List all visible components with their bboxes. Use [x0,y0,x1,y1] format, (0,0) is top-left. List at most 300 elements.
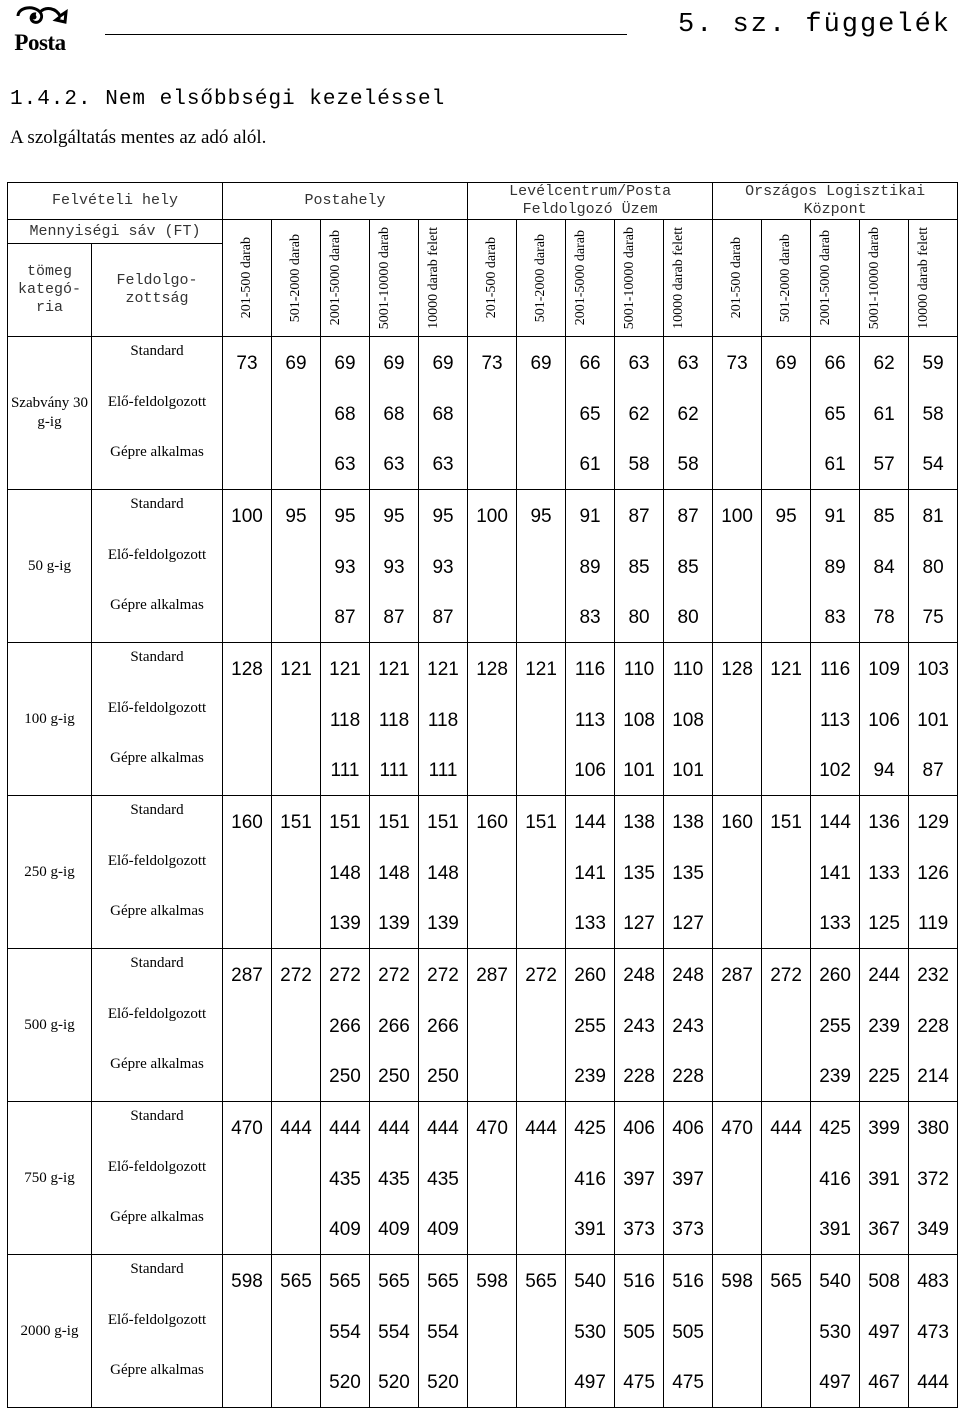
price-value-gepre [713,438,761,489]
price-value-standard: 95 [775,506,797,527]
price-value-gepre: 80 [677,607,699,629]
price-value-gepre [713,1356,761,1407]
price-cell [713,949,762,1102]
price-value-gepre: 520 [329,1372,361,1394]
price-cell [713,796,762,949]
price-value-gepre: 94 [873,760,895,782]
price-value-elo: 505 [623,1321,655,1343]
price-value-elo [713,1306,761,1357]
price-value-elo [468,694,516,745]
price-value-gepre [713,1050,761,1101]
price-value-standard: 69 [775,353,797,374]
price-cell [517,490,566,643]
processing-label: Standard [130,496,184,512]
price-value-elo [713,388,761,439]
price-value-gepre [468,438,516,489]
price-value-standard: 62 [873,353,895,374]
price-value-elo [223,388,271,439]
price-value-standard: 444 [378,1118,410,1139]
price-value-elo: 84 [873,556,895,578]
price-value-gepre [517,591,565,642]
price-cell [860,337,909,490]
price-value-standard: 287 [476,965,508,986]
price-cell [762,796,811,949]
price-value-gepre: 475 [672,1372,704,1394]
price-cell [468,1255,517,1408]
price-value-elo: 106 [868,709,900,731]
weight-category-header: tömeg kategó- ria [8,244,92,337]
price-cell [615,643,664,796]
price-value-elo: 62 [677,403,699,425]
processing-label: Elő-feldolgozott [107,852,207,869]
price-value-elo [468,847,516,898]
price-value-elo: 239 [868,1015,900,1037]
processing-label: Standard [130,343,184,359]
weight-category-cell: 50 g-ig [8,490,92,643]
band-header: 5001-10000 darab [377,226,392,330]
price-value-elo [762,541,810,592]
weight-row [8,1102,958,1255]
price-value-standard: 121 [525,659,557,680]
price-value-standard: 91 [824,506,846,527]
price-cell [272,949,321,1102]
price-value-standard: 69 [432,353,454,374]
price-value-elo [713,847,761,898]
price-value-gepre [762,897,810,948]
price-value-standard: 598 [721,1271,753,1292]
price-cell [468,949,517,1102]
price-value-standard: 128 [231,659,263,680]
price-value-standard: 91 [579,506,601,527]
price-value-elo: 93 [383,556,405,578]
price-value-standard: 73 [726,353,748,374]
price-cell [419,337,468,490]
weight-category-cell: 500 g-ig [8,949,92,1102]
price-value-elo [468,388,516,439]
price-value-standard: 470 [476,1118,508,1139]
band-header: 201-500 darab [239,237,254,319]
price-value-standard: 151 [280,812,312,833]
price-cell [860,1102,909,1255]
price-cell [664,490,713,643]
price-value-elo: 416 [574,1168,606,1190]
price-value-standard: 272 [525,965,557,986]
group-header-postahely: Postahely [223,183,468,220]
price-value-gepre: 228 [623,1066,655,1088]
price-value-gepre: 250 [378,1066,410,1088]
price-value-gepre: 127 [623,913,655,935]
price-value-elo [272,1153,320,1204]
processing-label: Gépre alkalmas [110,597,204,614]
price-value-elo: 255 [819,1015,851,1037]
price-value-gepre [762,438,810,489]
price-value-gepre [468,591,516,642]
price-cell [321,796,370,949]
price-cell [566,643,615,796]
price-value-elo: 58 [922,403,944,425]
price-value-gepre: 214 [917,1066,949,1088]
price-value-gepre: 239 [574,1066,606,1088]
price-value-gepre: 133 [574,913,606,935]
price-value-gepre [517,438,565,489]
price-value-elo: 133 [868,862,900,884]
price-value-gepre [272,1050,320,1101]
price-value-gepre: 78 [873,607,895,629]
processing-label: Gépre alkalmas [110,444,204,461]
price-value-standard: 151 [525,812,557,833]
price-cell [762,1255,811,1408]
price-value-standard: 69 [285,353,307,374]
price-value-elo: 61 [873,403,895,425]
price-value-standard: 95 [285,506,307,527]
price-value-elo: 113 [819,709,851,731]
price-value-elo [223,1153,271,1204]
price-value-gepre [517,744,565,795]
price-value-standard: 87 [677,506,699,527]
processing-label: Elő-feldolgozott [107,1311,207,1328]
price-value-gepre: 83 [579,607,601,629]
price-value-gepre [713,591,761,642]
price-value-standard: 470 [231,1118,263,1139]
price-value-elo [223,541,271,592]
price-cell [370,490,419,643]
price-value-gepre [223,591,271,642]
price-value-gepre: 367 [868,1219,900,1241]
price-value-gepre [517,1356,565,1407]
price-cell [566,490,615,643]
price-cell [468,337,517,490]
price-cell [615,949,664,1102]
processing-label: Elő-feldolgozott [107,393,207,410]
price-value-gepre [762,744,810,795]
price-cell [811,490,860,643]
price-cell [615,337,664,490]
price-value-gepre: 497 [819,1372,851,1394]
price-value-gepre: 250 [329,1066,361,1088]
price-value-standard: 66 [824,353,846,374]
price-cell [517,643,566,796]
price-cell [664,643,713,796]
price-cell [223,490,272,643]
price-value-standard: 470 [721,1118,753,1139]
price-value-standard: 272 [378,965,410,986]
band-header: 2001-5000 darab [328,230,343,326]
price-cell [223,1102,272,1255]
price-value-elo [272,694,320,745]
price-value-standard: 95 [432,506,454,527]
processing-cell [92,490,223,643]
price-value-standard: 272 [427,965,459,986]
price-cell [321,337,370,490]
price-value-standard: 380 [917,1118,949,1139]
price-value-standard: 444 [770,1118,802,1139]
price-value-gepre [468,897,516,948]
price-value-elo: 68 [334,403,356,425]
price-cell [223,337,272,490]
price-value-standard: 129 [917,812,949,833]
price-value-gepre: 119 [917,913,949,935]
price-value-standard: 444 [280,1118,312,1139]
price-value-gepre: 139 [329,913,361,935]
price-value-elo: 372 [917,1168,949,1190]
price-value-elo: 228 [917,1015,949,1037]
price-value-gepre: 228 [672,1066,704,1088]
price-value-gepre [762,1203,810,1254]
price-cell [321,949,370,1102]
price-value-standard: 406 [672,1118,704,1139]
price-value-gepre: 111 [330,760,360,782]
price-value-gepre: 127 [672,913,704,935]
band-header: 10000 darab felett [426,227,442,329]
band-header: 10000 darab felett [916,227,932,329]
price-value-elo: 266 [378,1015,410,1037]
price-cell [517,337,566,490]
price-value-standard: 100 [231,506,263,527]
price-value-elo: 108 [672,709,704,731]
price-value-gepre: 111 [379,760,409,782]
price-cell [321,1102,370,1255]
price-cell [615,1102,664,1255]
price-value-elo: 118 [329,709,361,731]
price-value-standard: 565 [427,1271,459,1292]
price-value-elo: 135 [623,862,655,884]
price-value-gepre [517,1050,565,1101]
price-cell [713,337,762,490]
price-value-gepre [713,1203,761,1254]
price-value-gepre: 75 [922,607,944,629]
processing-label: Gépre alkalmas [110,750,204,767]
price-value-standard: 110 [623,659,655,680]
price-value-elo [517,1000,565,1051]
price-value-standard: 151 [378,812,410,833]
band-header: 5001-10000 darab [622,226,638,330]
price-value-gepre [272,897,320,948]
weight-row [8,643,958,796]
section-title: 1.4.2. Nem elsőbbségi kezeléssel [10,88,446,111]
price-value-elo [468,1153,516,1204]
price-value-elo: 505 [672,1321,704,1343]
price-cell [272,1255,321,1408]
price-value-gepre: 373 [623,1219,655,1241]
price-value-gepre: 87 [432,607,454,629]
price-cell [321,1255,370,1408]
band-header: 5001-10000 darab [867,226,883,330]
price-value-gepre [468,1356,516,1407]
price-value-standard: 260 [819,965,851,986]
price-value-standard: 483 [917,1271,949,1292]
price-value-standard: 121 [770,659,802,680]
price-value-gepre: 373 [672,1219,704,1241]
price-value-standard: 248 [672,965,704,986]
price-value-gepre [223,897,271,948]
price-cell [811,796,860,949]
price-cell [615,796,664,949]
price-value-standard: 151 [329,812,361,833]
price-value-elo: 148 [378,862,410,884]
price-cell [223,796,272,949]
price-value-gepre: 58 [677,454,699,476]
price-cell [517,1255,566,1408]
price-value-elo: 148 [329,862,361,884]
price-cell [419,949,468,1102]
price-value-gepre: 520 [378,1372,410,1394]
price-cell [664,337,713,490]
price-value-standard: 128 [721,659,753,680]
price-value-gepre [713,744,761,795]
price-cell [909,490,958,643]
price-value-gepre: 102 [819,760,851,782]
price-value-elo: 65 [824,403,846,425]
price-value-gepre [272,1203,320,1254]
price-value-elo: 80 [922,556,944,578]
price-value-standard: 85 [873,506,895,527]
tariff-table [7,182,958,1408]
price-value-gepre: 63 [383,454,405,476]
price-cell [762,949,811,1102]
price-value-standard: 406 [623,1118,655,1139]
price-value-gepre: 133 [819,913,851,935]
price-cell [468,796,517,949]
band-header: 10000 darab felett [671,227,687,329]
price-cell [566,1102,615,1255]
price-value-elo: 435 [329,1168,361,1190]
price-value-elo: 89 [579,556,601,578]
quantity-band-header: Mennyiségi sáv (FT) [8,220,223,244]
price-value-elo: 435 [427,1168,459,1190]
price-cell [419,1102,468,1255]
price-value-elo: 135 [672,862,704,884]
price-cell [223,1255,272,1408]
band-header: 201-500 darab [484,237,500,319]
price-value-standard: 160 [231,812,263,833]
price-cell [909,796,958,949]
price-value-gepre [223,1356,271,1407]
price-cell [223,949,272,1102]
price-value-elo: 391 [868,1168,900,1190]
price-cell [664,796,713,949]
price-value-standard: 95 [530,506,552,527]
price-value-elo: 85 [628,556,650,578]
price-value-elo [223,694,271,745]
price-value-standard: 399 [868,1118,900,1139]
price-value-gepre: 409 [329,1219,361,1241]
price-value-gepre [762,1356,810,1407]
price-value-gepre: 83 [824,607,846,629]
price-value-standard: 516 [672,1271,704,1292]
price-value-elo: 68 [383,403,405,425]
price-cell [811,949,860,1102]
price-value-gepre: 101 [623,760,655,782]
price-value-gepre [223,438,271,489]
price-value-gepre [517,897,565,948]
price-value-elo [713,1153,761,1204]
price-cell [370,1255,419,1408]
price-value-gepre [272,438,320,489]
processing-cell [92,1102,223,1255]
price-cell [419,643,468,796]
price-value-standard: 121 [329,659,361,680]
price-cell [762,643,811,796]
price-value-gepre: 125 [868,913,900,935]
price-value-gepre: 87 [334,607,356,629]
price-cell [370,1102,419,1255]
weight-category-cell: Szabvány 30 g-ig [8,337,92,490]
processing-label: Elő-feldolgozott [107,1158,207,1175]
band-header: 501-2000 darab [288,233,303,323]
price-value-gepre: 87 [383,607,405,629]
price-cell [272,337,321,490]
price-value-gepre: 467 [868,1372,900,1394]
price-value-elo [762,847,810,898]
price-value-gepre [713,897,761,948]
price-value-elo [223,1000,271,1051]
price-cell [860,490,909,643]
processing-label: Standard [130,649,184,665]
price-value-gepre: 409 [378,1219,410,1241]
price-value-elo: 243 [672,1015,704,1037]
price-value-standard: 73 [236,353,258,374]
price-cell [566,949,615,1102]
price-value-standard: 136 [868,812,900,833]
price-cell [468,643,517,796]
processing-label: Elő-feldolgozott [107,699,207,716]
processing-label: Standard [130,1108,184,1124]
tariff-body [8,337,958,1408]
price-value-elo: 89 [824,556,846,578]
price-value-standard: 160 [721,812,753,833]
price-value-elo [713,541,761,592]
price-value-elo [272,388,320,439]
processing-cell [92,949,223,1102]
price-value-standard: 598 [231,1271,263,1292]
processing-label: Elő-feldolgozott [107,546,207,563]
price-value-gepre: 54 [922,454,944,476]
price-value-gepre: 106 [574,760,606,782]
price-cell [762,490,811,643]
price-value-gepre: 80 [628,607,650,629]
price-value-elo [762,1000,810,1051]
price-value-standard: 160 [476,812,508,833]
price-value-elo: 108 [623,709,655,731]
price-value-elo: 397 [623,1168,655,1190]
processing-cell [92,337,223,490]
price-value-elo [468,1306,516,1357]
price-value-elo [762,1306,810,1357]
price-value-standard: 128 [476,659,508,680]
price-value-standard: 565 [378,1271,410,1292]
price-cell [811,337,860,490]
price-value-standard: 425 [574,1118,606,1139]
price-value-standard: 109 [868,659,900,680]
price-cell [419,1255,468,1408]
price-value-standard: 100 [721,506,753,527]
price-value-gepre: 239 [819,1066,851,1088]
price-value-gepre: 87 [922,760,944,782]
price-value-gepre: 61 [579,454,601,476]
price-value-standard: 508 [868,1271,900,1292]
price-value-elo: 554 [427,1321,459,1343]
price-value-gepre: 391 [819,1219,851,1241]
price-value-standard: 540 [819,1271,851,1292]
price-value-gepre [762,591,810,642]
price-value-elo [517,1306,565,1357]
price-value-standard: 144 [574,812,606,833]
price-value-standard: 244 [868,965,900,986]
processing-label: Gépre alkalmas [110,903,204,920]
tax-note: A szolgáltatás mentes az adó alól. [10,127,267,148]
price-value-elo: 530 [574,1321,606,1343]
weight-row [8,490,958,643]
